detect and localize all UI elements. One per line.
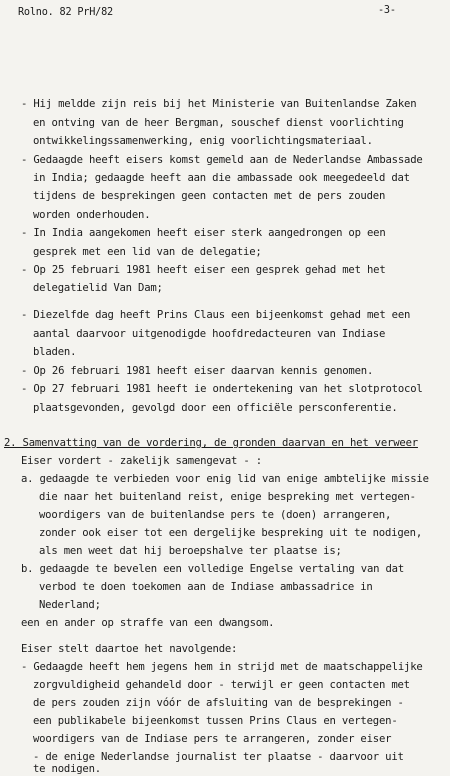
text-line: en ontving van de heer Bergman, souschef dienst voorlichting <box>33 117 404 129</box>
text-line: die naar het buitenland reist, enige bespreking met vertegen- <box>39 491 416 503</box>
text-line: - Hij meldde zijn reis bij het Ministerie van Buitenlandse Zaken <box>21 98 417 110</box>
text-line: een publikabele bijeenkomst tussen Prins Claus en vertegen- <box>33 715 398 727</box>
text-line: gesprek met een lid van de delegatie; <box>33 246 262 258</box>
text-line: de pers zouden zijn vóór de afsluiting van de besprekingen - <box>33 697 404 709</box>
text-line: bladen. <box>33 346 77 358</box>
text-line: - In India aangekomen heeft eiser sterk aangedrongen op een <box>21 227 386 239</box>
text-line: zonder ook eiser tot een dergelijke bespreking uit te nodigen, <box>39 527 423 539</box>
text-line: - Gedaagde heeft hem jegens hem in strijd met de maatschappelijke <box>21 661 423 673</box>
text-line: plaatsgevonden, gevolgd door een officiële persconferentie. <box>33 402 398 414</box>
text-line: - Op 26 februari 1981 heeft eiser daarvan kennis genomen. <box>21 365 374 377</box>
text-line: een en ander op straffe van een dwangsom. <box>21 617 275 629</box>
text-line: woordigers van de buitenlandse pers te (doen) arrangeren, <box>39 509 392 521</box>
text-line: - Op 27 februari 1981 heeft ie ondertekening van het slotprotocol <box>21 383 423 395</box>
text-line: delegatielid Van Dam; <box>33 282 163 294</box>
text-line: - de enige Nederlandse journalist ter plaatse - daarvoor uit <box>33 751 404 763</box>
text-line: te nodigen. <box>33 763 101 775</box>
docket-number: Rolno. 82 PrH/82 <box>18 7 113 18</box>
text-line: aantal daarvoor uitgenodigde hoofdredacteuren van Indiase <box>33 328 386 340</box>
text-line: a. gedaagde te verbieden voor enig lid van enige ambtelijke missie <box>21 473 429 485</box>
page-number: -3- <box>378 5 396 16</box>
text-line: ontwikkelingssamenwerking, enig voorlichtingsmateriaal. <box>33 135 373 147</box>
text-line: Eiser stelt daartoe het navolgende: <box>21 643 238 655</box>
text-line: verbod te doen toekomen aan de Indiase ambassadrice in <box>39 581 373 593</box>
text-line: - Op 25 februari 1981 heeft eiser een gesprek gehad met het <box>21 264 386 276</box>
text-line: worden onderhouden. <box>33 209 151 221</box>
text-line: in India; gedaagde heeft aan die ambassade ook meegedeeld dat <box>33 172 410 184</box>
text-line: zorgvuldigheid gehandeld door - terwijl er geen contacten met <box>33 679 410 691</box>
text-line: tijdens de besprekingen geen contacten met de pers zouden <box>33 190 386 202</box>
text-line: b. gedaagde te bevelen een volledige Engelse vertaling van dat <box>21 563 405 575</box>
text-line: - Gedaagde heeft eisers komst gemeld aan de Nederlandse Ambassade <box>21 154 423 166</box>
text-line: woordigers van de Indiase pers te arrangeren, zonder eiser <box>33 733 392 745</box>
text-line: Nederland; <box>39 599 101 611</box>
text-line: Eiser vordert - zakelijk samengevat - : <box>21 455 262 467</box>
text-line: - Diezelfde dag heeft Prins Claus een bijeenkomst gehad met een <box>21 309 411 321</box>
text-line: als men weet dat hij beroepshalve ter plaatse is; <box>39 545 342 557</box>
section-heading: 2. Samenvatting van de vordering, de gronden daarvan en het verweer <box>4 437 418 449</box>
